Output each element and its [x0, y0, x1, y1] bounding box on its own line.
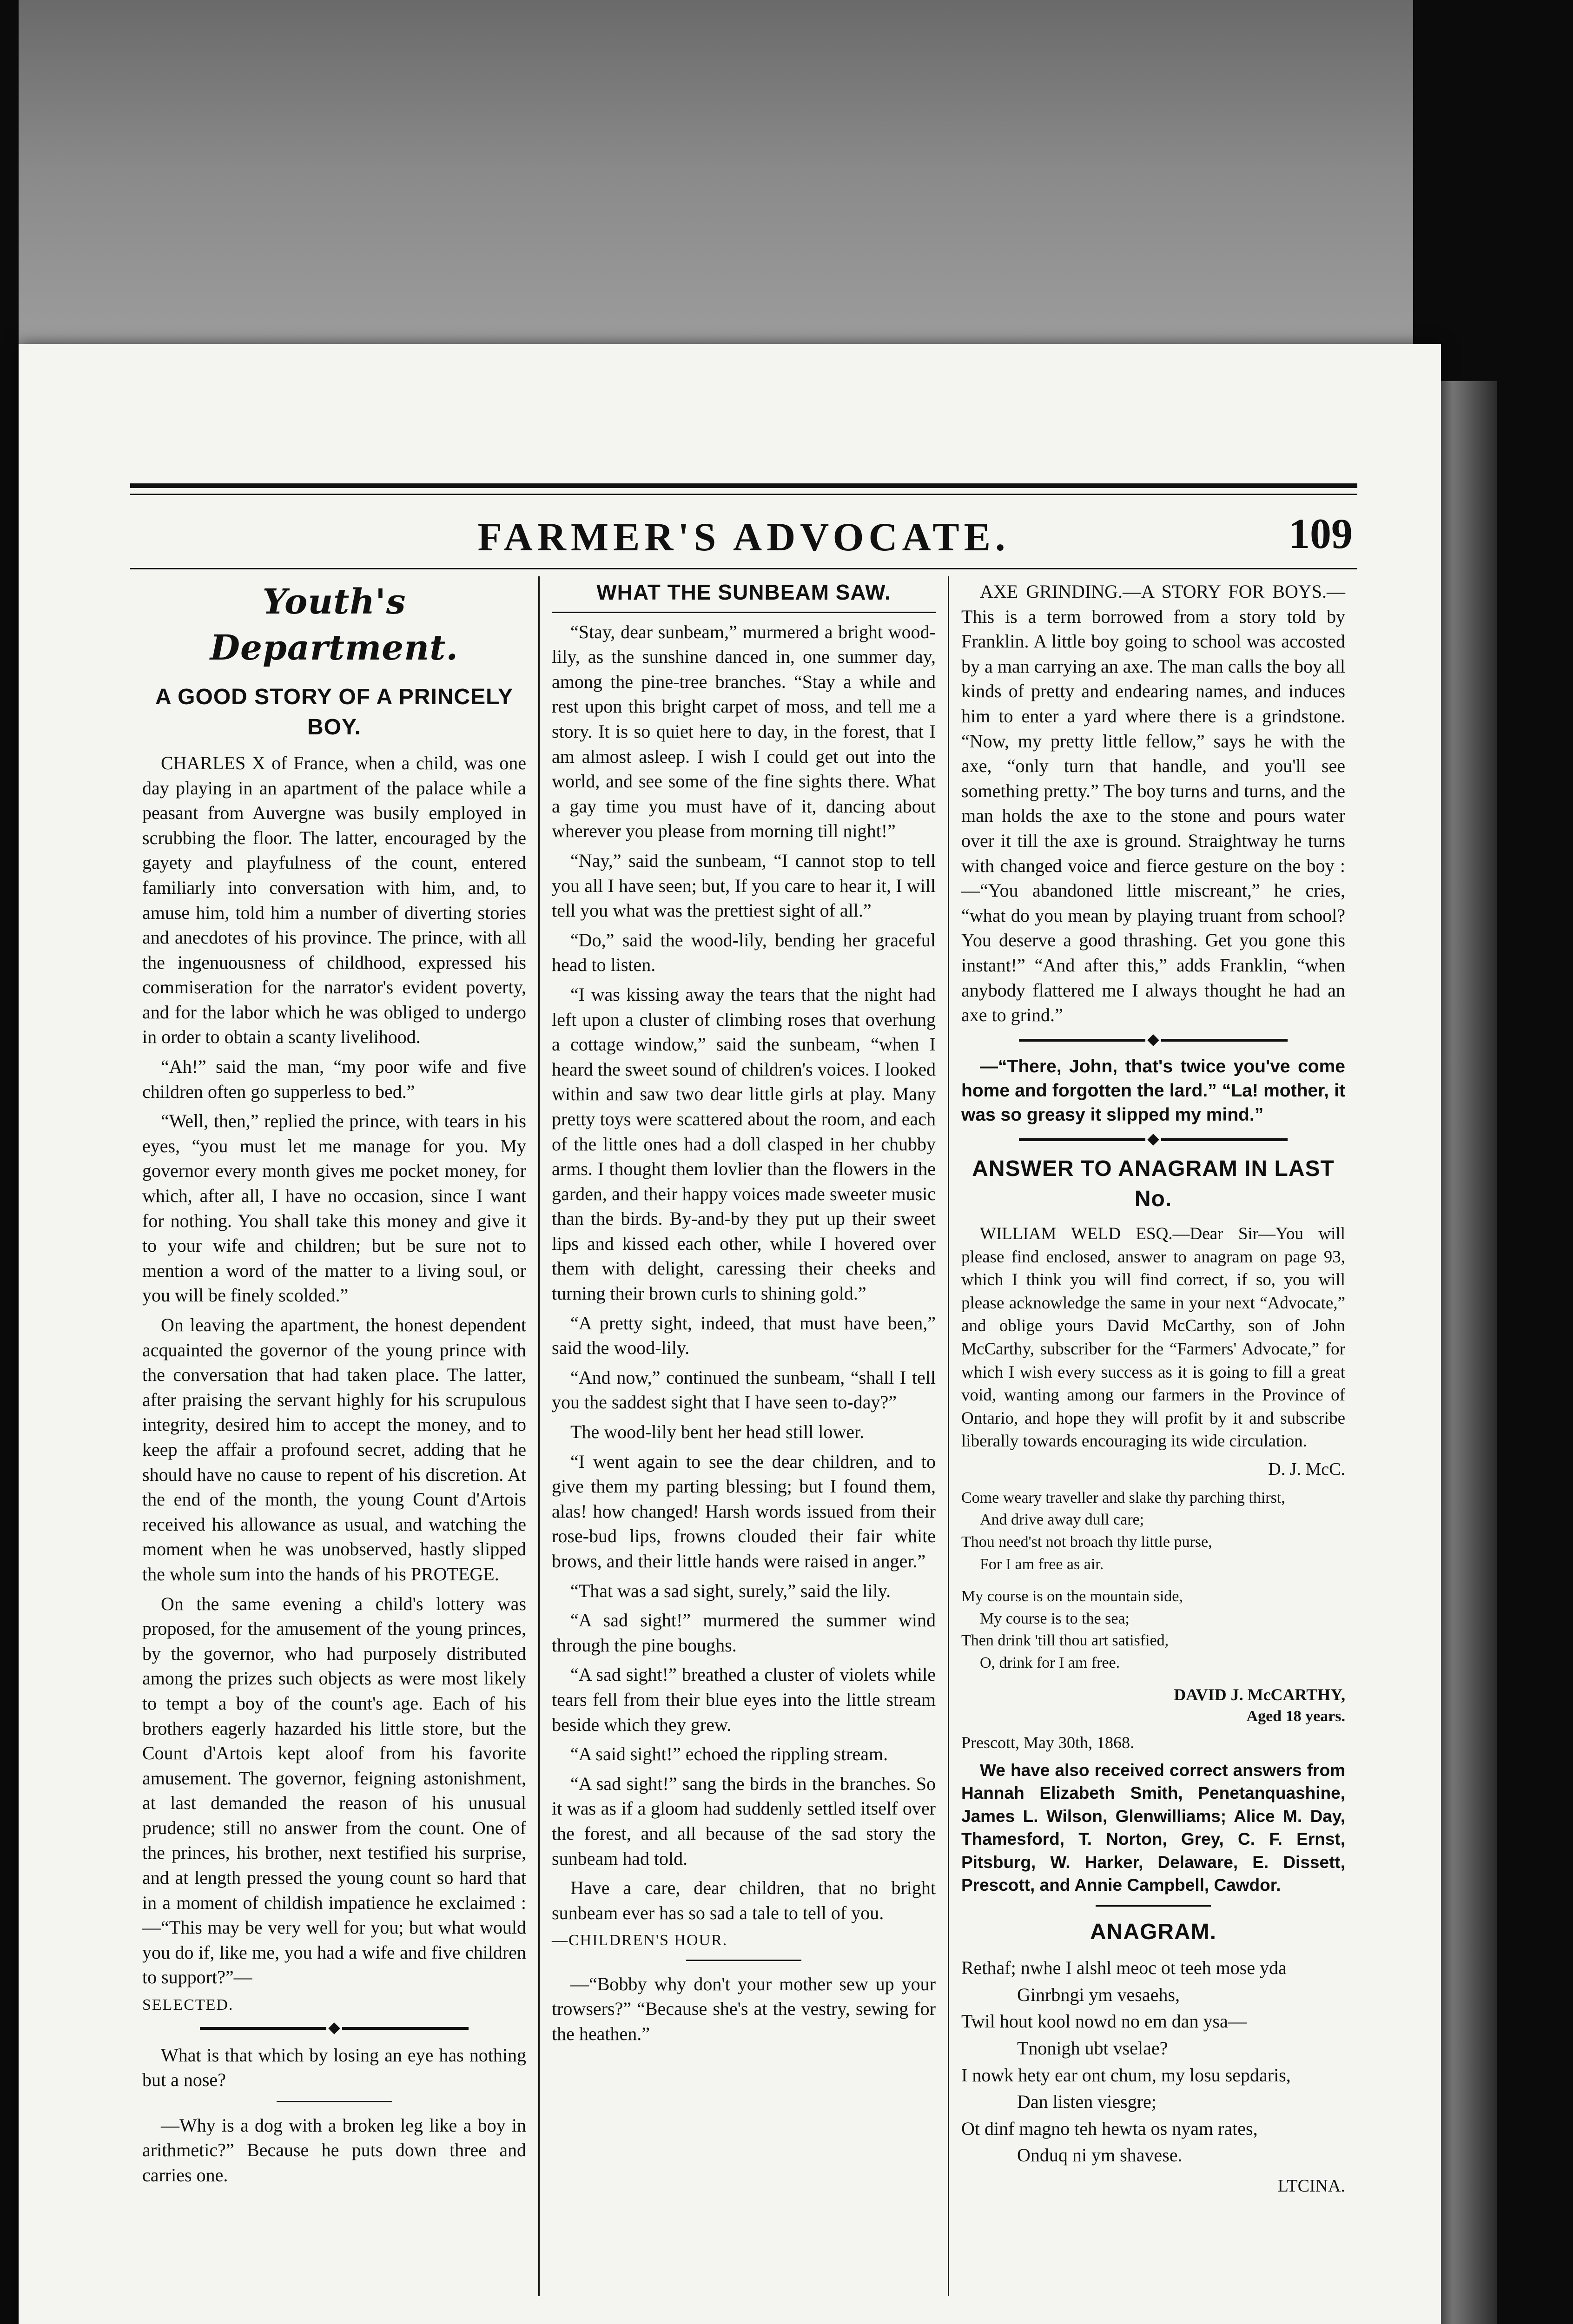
sunbeam-paragraph: “A pretty sight, indeed, that must have been,” said the wood-lily.: [552, 1312, 936, 1359]
story-paragraph: “Well, then,” replied the prince, with tears in his eyes, “you must let me manage for you. My governor every month gives me pocket money, for which, after all, I have no occasion, since I want for nothing. You shall take this money and give it to your wife and children; but be sure not to mention a word of the matter to a living soul, or you will be finely scolded.”: [142, 1110, 526, 1306]
sunbeam-paragraph: The wood-lily bent her head still lower.: [570, 1421, 865, 1443]
joke-bobby: —“Bobby why don't your mother sew up your trowsers?” “Because she's at the vestry, sewing for the heathen.”: [552, 1973, 936, 2045]
masthead-rule: [130, 568, 1357, 569]
story-paragraph: “Ah!” said the man, “my poor wife and five children often go supperless to bed.”: [142, 1056, 526, 1102]
anagram-line: I nowk hety ear ont chum, my losu sepdaris,: [961, 2064, 1291, 2086]
anagram-line: Tnonigh ubt vselae?: [1017, 2038, 1168, 2059]
sunbeam-paragraph: Have a care, dear children, that no bright sunbeam ever has so sad a tale to tell of you.: [552, 1877, 936, 1923]
axe-grinding-story: AXE GRINDING.—A STORY FOR BOYS.—This is a term borrowed from a story told by Franklin. A little boy going to school was accosted by a man carrying an axe. The man calls the boy all kinds of pretty and endearing names, and induces him to enter a yard where there is a grindstone. “Now, my pretty little fellow,” says he with the axe, “only turn that handle, and you'll see something pretty.” The boy turns and turns, and the man holds the axe to the stone and pours water over it till the axe is ground. Straightway he turns with changed voice and fierce gesture on the boy :—“You abandoned little miscreant,” he cries, “what do you mean by playing truant from school? You deserve a good thrashing. Get you gone this instant!” “And after this,” adds Franklin, “when anybody flattered me I always thought he had an axe to grind.”: [961, 581, 1345, 1026]
top-rule: [130, 483, 1357, 488]
sunbeam-paragraph: “Stay, dear sunbeam,” murmered a bright wood-lily, as the sunshine danced in, one summer day, among the pine-tree branches. “Stay a while and rest upon this bright carpet of moss, and tell me a story. It is so quiet here to day, in the forest, that I am almost asleep. I wish I could get out into the world, and see some of the fine sights there. What a gay time you must have of it, dancing about wherever you please from morning till night!”: [552, 621, 936, 842]
story-signature: SELECTED.: [142, 1996, 234, 2014]
title-rule: [552, 612, 936, 613]
newspaper-page: [19, 344, 1441, 2324]
poem-line: And drive away dull care;: [980, 1511, 1144, 1529]
ornament-divider: [1019, 1034, 1288, 1046]
answer-heading: ANSWER TO ANAGRAM IN LAST No.: [972, 1156, 1335, 1211]
anagram-line: Onduq ni ym shavese.: [1017, 2145, 1183, 2166]
column-sunbeam: [538, 576, 948, 2296]
story-paragraph: On the same evening a child's lottery was proposed, for the amusement of the young princes, by the governor, who had purposely distributed among the prizes such objects as were most likely to tempt a boy of the count's age. Each of his brothers eagerly hazarded his little store, but the Count d'Artois kept aloof from his favorite amusement. The governor, feigning astonishment, at last demanded the reason of his unusual prudence; still no answer from the count. One of the princes, his brother, next testified his surprise, and at length pressed the young count so hard that in a moment of childish impatience he exclaimed :—“This may be very well for you; but what would you do if, like me, you had a wife and five children to support?”—: [142, 1593, 526, 1988]
sunbeam-paragraph: “Do,” said the wood-lily, bending her graceful head to listen.: [552, 929, 936, 976]
sunbeam-paragraph: “A sad sight!” murmered the summer wind through the pine boughs.: [552, 1610, 936, 1656]
sunbeam-paragraph: “And now,” continued the sunbeam, “shall I tell you the saddest sight that I have seen to-day?”: [552, 1367, 936, 1413]
anagram: [961, 1955, 1345, 2168]
sunbeam-signature: —CHILDREN'S HOUR.: [552, 1932, 728, 1949]
column-axe-grinding: [948, 576, 1357, 2296]
story-paragraph: On leaving the apartment, the honest dependent acquainted the governor of the young prince with the conversation that had taken place. The latter, after praising the servant highly for his scrupulous integrity, desired him to accept the money, and to keep the affair a profound secret, adding that he should have no cause to repent of his discretion. At the end of the month, the young Count d'Artois received his allowance as usual, and watching the moment when he was unobserved, hastly slipped the whole sum into the hands of his PROTEGE.: [142, 1314, 526, 1585]
masthead-title: FARMER'S ADVOCATE.: [477, 515, 1010, 559]
page-number: 109: [1289, 510, 1353, 557]
sunbeam-paragraph: “Nay,” said the sunbeam, “I cannot stop to tell you all I have seen; but, If you care to hear it, I will tell you what was the prettiest sight of all.”: [552, 850, 936, 921]
ornament-divider: [200, 2022, 469, 2034]
article-title-sunbeam: WHAT THE SUNBEAM SAW.: [596, 580, 891, 604]
sunbeam-paragraph: “A sad sight!” sang the birds in the branches. So it was as if a gloom had suddenly settled itself over the forest, and all because of the sad story the sunbeam had told.: [552, 1773, 936, 1869]
answer-letter: WILLIAM WELD ESQ.—Dear Sir—You will please find enclosed, answer to anagram on page 93, which I think you will find correct, if so, you will please acknowledge the same in your next “Advocate,” and oblige yours David McCarthy, son of John McCarthy, subscriber for the “Farmers' Advocate,” for which I wish every success as it is going to fill a great void, wanting among our farmers in the Province of Ontario, and hope they will profit by it and subscribe liberally towards encouraging its wide circulation.: [961, 1224, 1345, 1451]
answer-signature: D. J. McC.: [1268, 1459, 1345, 1479]
poem-line: Come weary traveller and slake thy parching thirst,: [961, 1489, 1285, 1506]
poem-line: O, drink for I am free.: [980, 1654, 1120, 1671]
article-title-princely-boy: A GOOD STORY OF A PRINCELY BOY.: [155, 685, 514, 739]
ornament-divider: [277, 2099, 392, 2105]
poem-line: For I am free as air.: [980, 1555, 1104, 1573]
sunbeam-paragraph: “I went again to see the dear children, and to give them my parting blessing; but I found them, alas! how changed! Harsh words issued from their rose-bud lips, frowns clouded their fair white brows, and their little hands were raised in anger.”: [552, 1451, 936, 1571]
poem-signature-age: Aged 18 years.: [1246, 1707, 1345, 1725]
anagram-heading: ANAGRAM.: [1090, 1919, 1216, 1944]
poem-line: My course is to the sea;: [980, 1610, 1130, 1627]
columns: [130, 576, 1357, 2296]
anagram-line: Twil hout kool nowd no em dan ysa—: [961, 2011, 1247, 2032]
poem-line: Then drink 'till thou art satisfied,: [961, 1632, 1169, 1650]
poem: [961, 1487, 1345, 1674]
story-paragraph: CHARLES X of France, when a child, was one day playing in an apartment of the palace while a peasant from Auvergne was busily employed in scrubbing the floor. The latter, encouraged by the gayety and playfulness of the count, entered familiarly into conversation with him, and, to amuse him, told him a number of diverting stories and anecdotes of his province. The prince, with all the ingenuousness of childhood, expressed his commiseration for the narrator's evident poverty, and for the labor which he was obliged to undergo in order to obtain a scanty livelihood.: [142, 752, 526, 1048]
sunbeam-paragraph: “A said sight!” echoed the rippling stream.: [570, 1743, 888, 1765]
poem-signature-name: DAVID J. McCARTHY,: [1174, 1685, 1345, 1704]
anagram-signature: LTCINA.: [1277, 2176, 1345, 2196]
ornament-divider: [686, 1958, 801, 1963]
department-heading: Youth's Department.: [210, 582, 459, 668]
poem-line: My course is on the mountain side,: [961, 1588, 1183, 1605]
ornament-divider: [1096, 1903, 1211, 1909]
anagram-line: Ot dinf magno teh hewta os nyam rates,: [961, 2118, 1258, 2139]
ornament-divider: [1019, 1134, 1288, 1146]
top-rule-thin: [130, 494, 1357, 495]
sunbeam-paragraph: “I was kissing away the tears that the night had left upon a cluster of climbing roses that overhung a cottage window,” said the sunbeam, “when I heard the sweet sound of children's voices. I looked within and saw two dear little girls at play. Many pretty toys were scattered about the room, and each of the little ones had a doll clasped in her chubby arms. I thought them lovlier than the flowers in the garden, and their happy voices made sweeter music than the birds. By-and-by they put up their sweet lips and kissed each other, while I hovered over them with delight, caressing their cheeks and turning their brown curls to shining gold.”: [552, 984, 936, 1304]
anagram-line: Dan listen viesgre;: [1017, 2091, 1157, 2113]
sunbeam-paragraph: “A sad sight!” breathed a cluster of violets while tears fell from their blue eyes into the little stream beside which they grew.: [552, 1664, 936, 1735]
page-content: [130, 483, 1357, 2296]
received-answers: We have also received correct answers from Hannah Elizabeth Smith, Penetanquashine, James L. Wilson, Glenwilliams; Alice M. Day, Thamesford, T. Norton, Grey, C. F. Ernst, Pitsburg, W. Harker, Delaware, E. Dissett, Prescott, and Annie Campbell, Cawdor.: [961, 1760, 1345, 1895]
dateline: Prescott, May 30th, 1868.: [961, 1733, 1134, 1752]
joke-dog: —Why is a dog with a broken leg like a boy in arithmetic?” Because he puts down three and carries one.: [142, 2114, 526, 2185]
joke-john: —“There, John, that's twice you've come home and forgotten the lard.” “La! mother, it was so greasy it slipped my mind.”: [961, 1056, 1345, 1125]
column-youths-department: [130, 576, 538, 2296]
scan-background-top: [19, 0, 1413, 344]
sunbeam-paragraph: “That was a sad sight, surely,” said the lily.: [570, 1580, 891, 1601]
anagram-line: Ginrbngi ym vesaehs,: [1017, 1984, 1180, 2005]
poem-line: Thou need'st not broach thy little purse,: [961, 1533, 1212, 1551]
anagram-line: Rethaf; nwhe I alshl meoc ot teeh mose yda: [961, 1957, 1287, 1979]
masthead: [130, 511, 1357, 562]
riddle: What is that which by losing an eye has nothing but a nose?: [142, 2044, 526, 2091]
